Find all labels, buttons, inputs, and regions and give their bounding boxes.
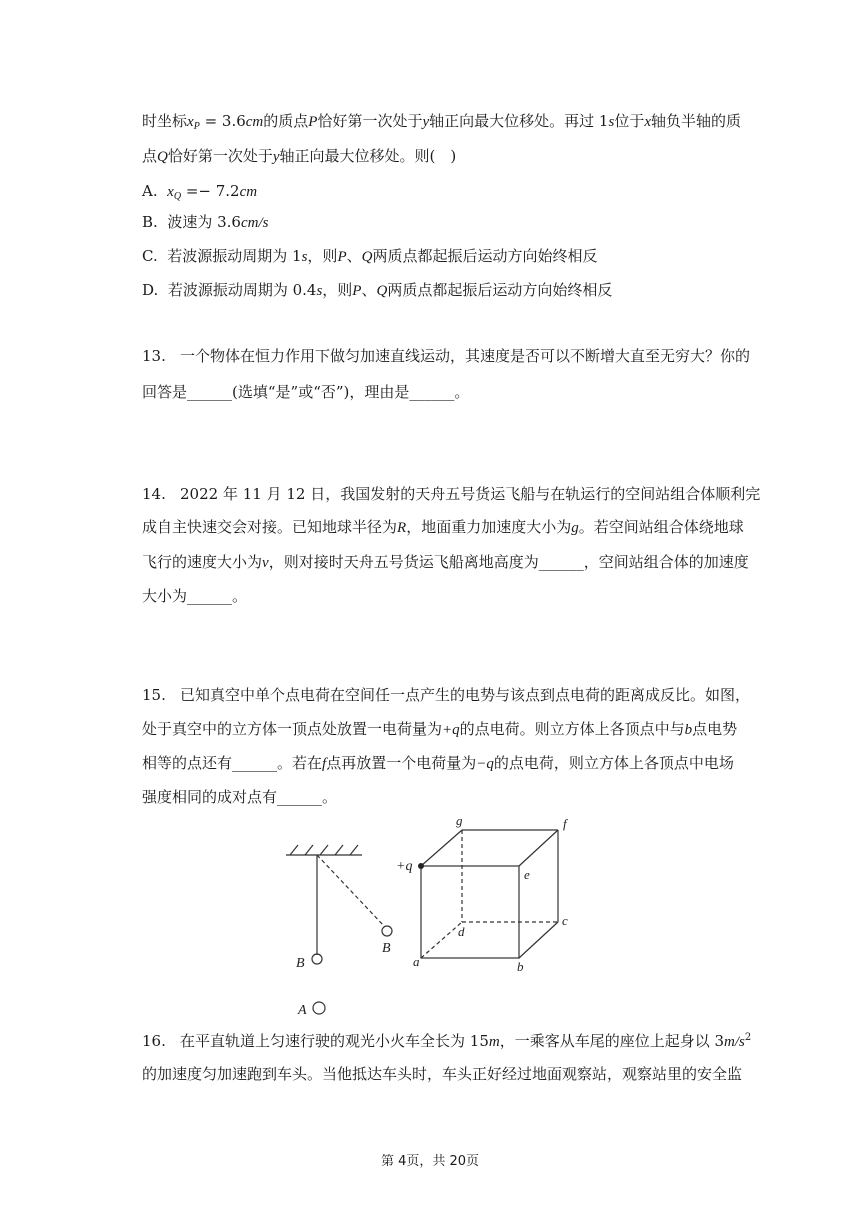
q15-line1: 15. 已知真空中单个点电荷在空间任一点产生的电势与该点到点电荷的距离成反比。如图， [142,686,751,704]
question-number: 15. [142,686,166,704]
q15-line4: 强度相同的成对点有______。 [142,788,338,806]
question-number: 14. [142,485,166,503]
q12-option-a: A. $x_Q =- 7.2cm$ [142,182,258,202]
q12-line1: 时坐标$x_P = 3.6cm$的质点P恰好第一次处于y轴正向最大位移处。再过 1s位于x轴负半轴的质 [142,112,742,132]
q12-option-d: D. 若波源振动周期为 0.4s，则P、Q两质点都起振后运动方向始终相反 [142,281,613,299]
label-a: A [298,1003,307,1018]
ball-a [313,1002,325,1014]
vertex-e: e [524,867,530,882]
vertex-a: a [413,954,420,969]
q12-option-b: B. 波速为 3.6cm/s [142,213,269,231]
question-number: 16. [142,1032,166,1050]
vertex-g: g [456,813,463,828]
q13-line1: 13. 一个物体在恒力作用下做匀加速直线运动，其速度是否可以不断增大直至无穷大？你的 [142,347,751,365]
pendulum-string-displaced [317,855,384,926]
q16-line2: 的加速度匀加速跑到车头。当他抵达车头时，车头正好经过地面观察站，观察站里的安全监 [142,1065,743,1083]
label-b-left: B [296,956,305,971]
q16-line1: 16. 在平直轨道上匀速行驶的观光小火车全长为 15m，一乘客从车尾的座位上起身以 $3m/s^2$ [142,1032,752,1050]
q15-line2: 处于真空中的立方体一顶点处放置一电荷量为+q的点电荷。则立方体上各顶点中与b点电势 [142,720,738,738]
q13-line2: 回答是______(选填“是”或“否”)，理由是______。 [142,383,470,401]
label-b-right: B [382,941,391,956]
ball-b-hanging [312,954,322,964]
vertex-d: d [458,924,465,939]
pendulum-diagram [286,845,392,1014]
q14-line4: 大小为______。 [142,587,248,605]
q14-line2: 成自主快速交会对接。已知地球半径为R，地面重力加速度大小为g。若空间站组合体绕地球 [142,518,744,536]
page-footer: 第 4页，共 20页 [380,1154,480,1169]
cube-diagram [421,830,558,958]
q14-line1: 14. 2022 年 11 月 12 日，我国发射的天舟五号货运飞船与在轨运行的空间站组合体顺利完 [142,485,761,503]
question-number: 13. [142,347,166,365]
vertex-b: b [517,959,524,974]
vertex-f: f [563,816,567,831]
vertex-c: c [562,913,568,928]
q12-line2: 点Q恰好第一次处于y轴正向最大位移处。则( ) [142,147,457,165]
ball-b-displaced [382,926,392,936]
q12-option-c: C. 若波源振动周期为 1s，则P、Q两质点都起振后运动方向始终相反 [142,247,598,265]
q14-line3: 飞行的速度大小为v，则对接时天舟五号货运飞船离地高度为______，空间站组合体的加速度 [142,553,749,571]
q15-line3: 相等的点还有______。若在f点再放置一个电荷量为−q的点电荷，则立方体上各顶点中电场 [142,754,734,772]
figure-pendulum-and-cube [0,800,860,1020]
cube-front-face [421,866,519,958]
point-charge-dot [418,863,424,869]
label-plus-q: +q [396,859,413,874]
